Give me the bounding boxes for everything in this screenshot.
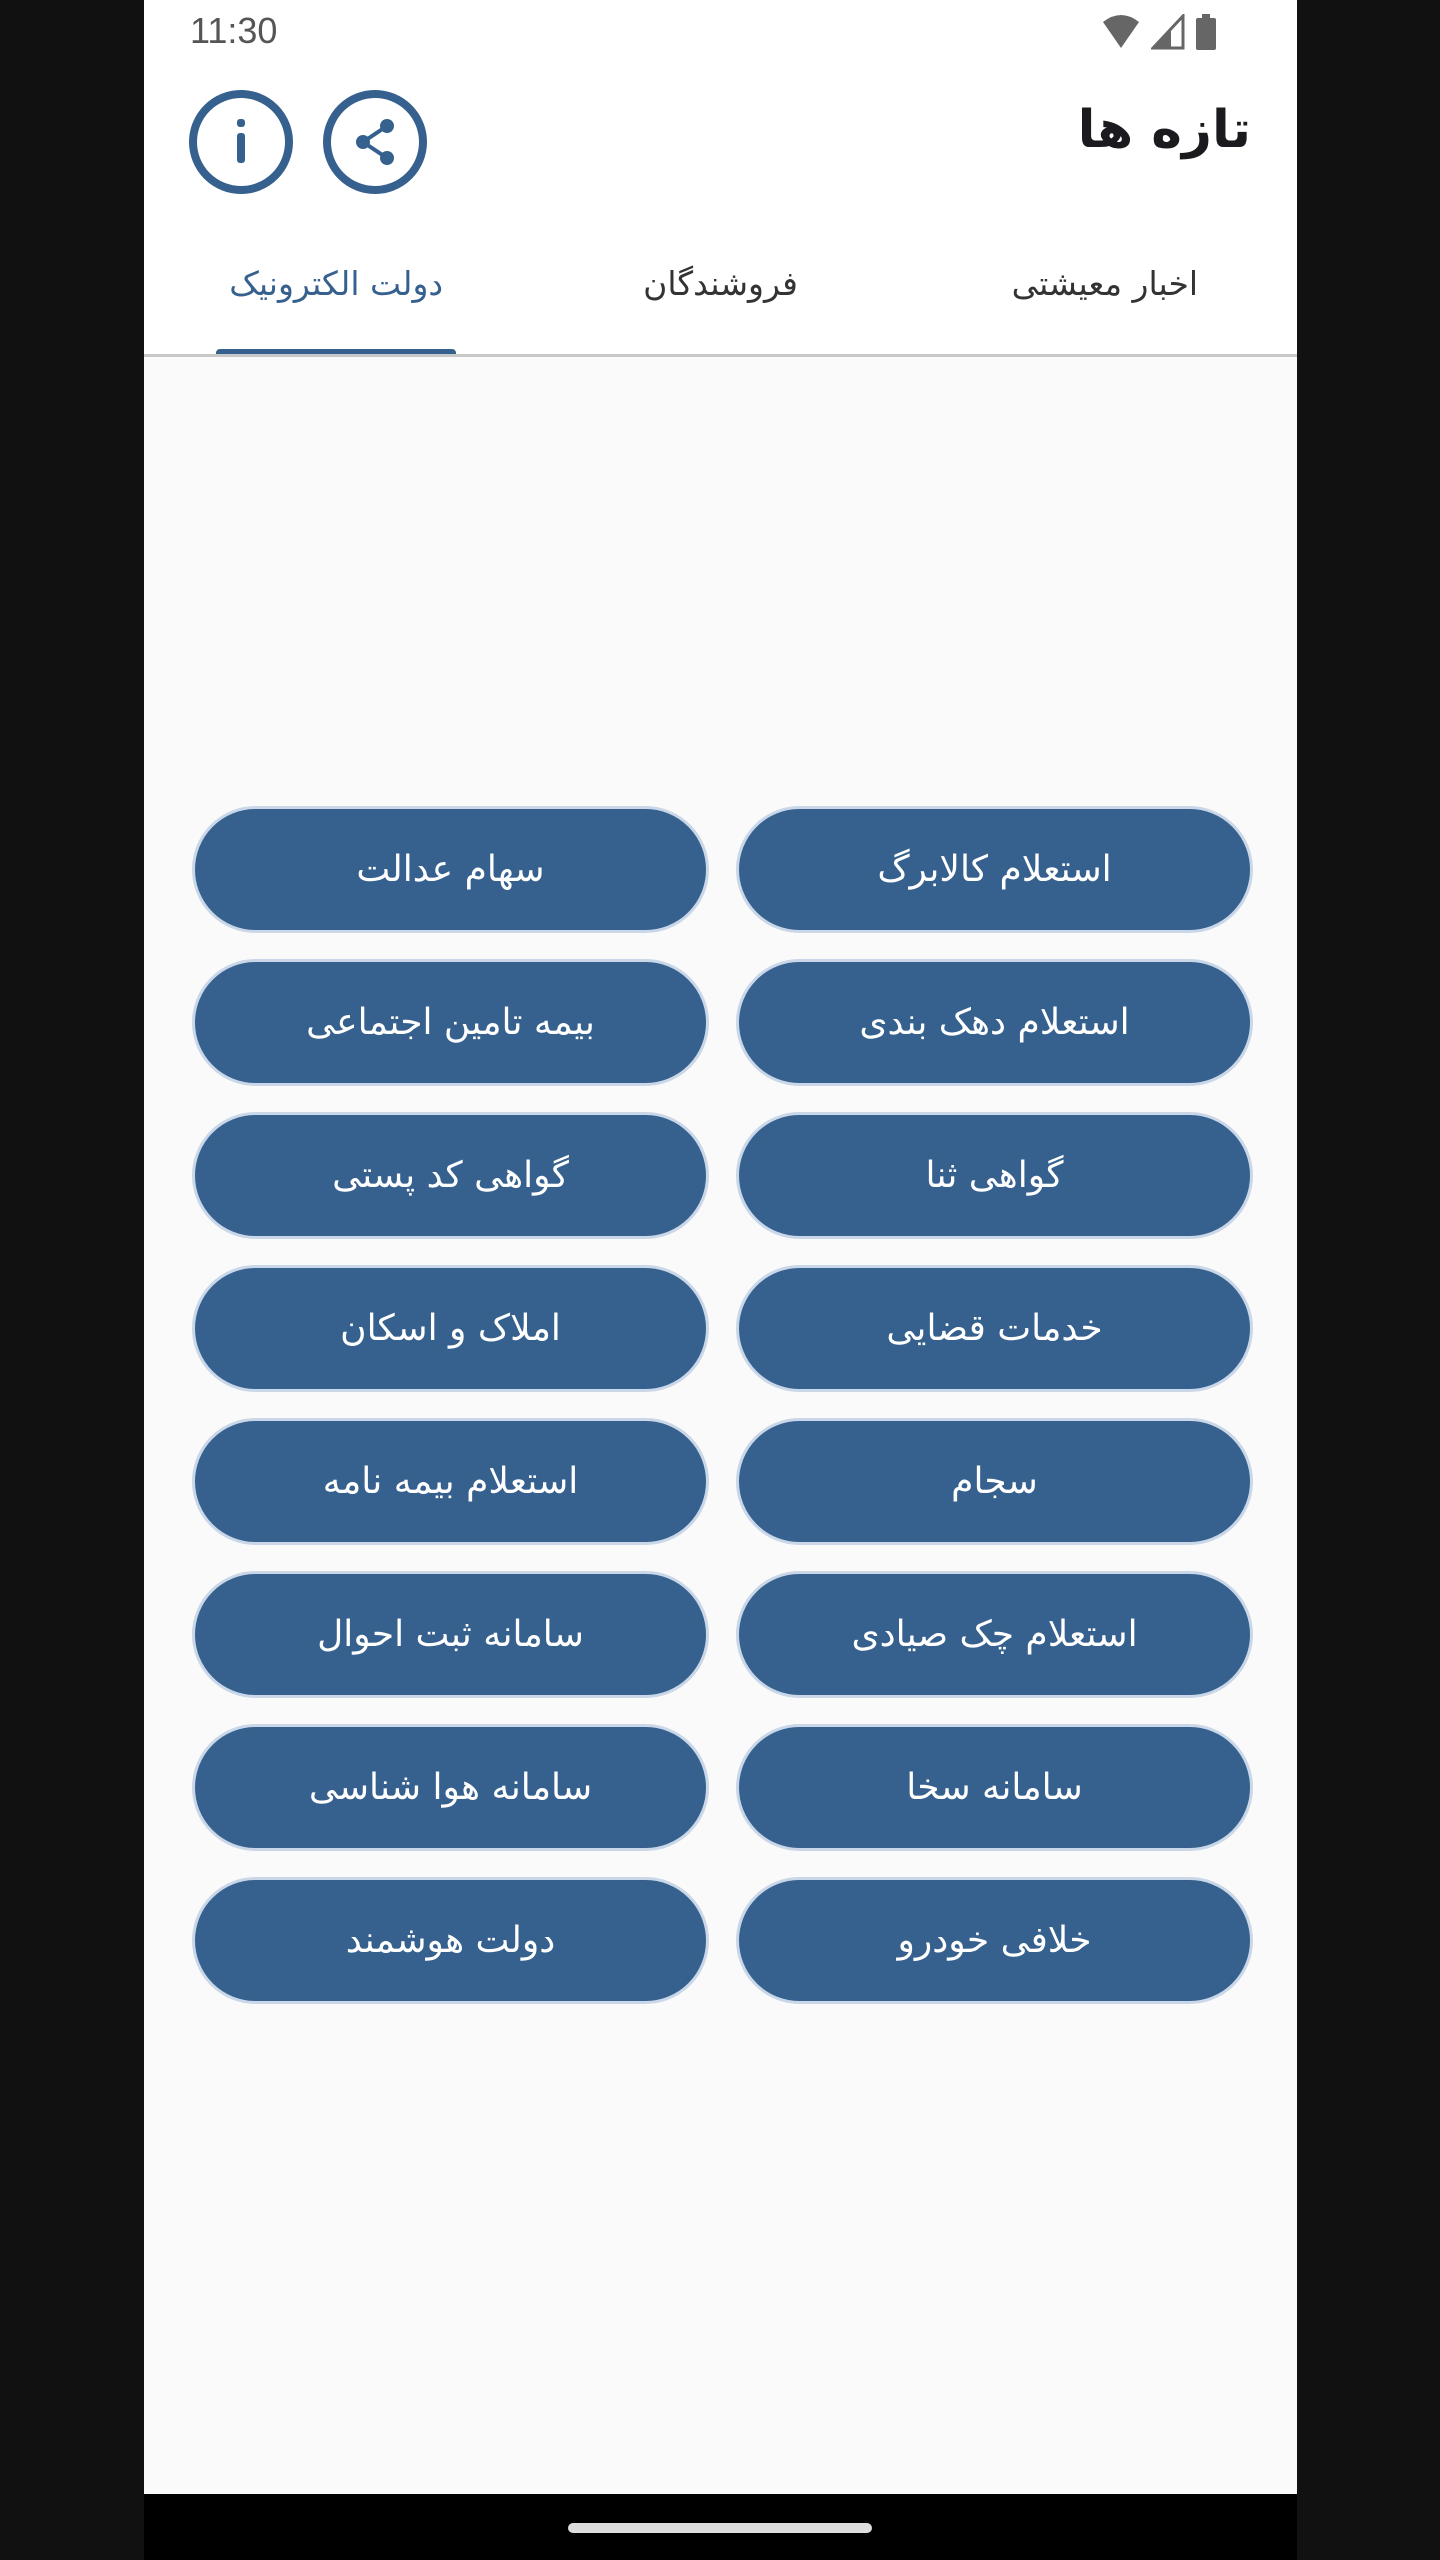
tab-e-government[interactable] (144, 236, 528, 356)
status-time: 11:30 (190, 10, 278, 51)
service-button[interactable]: بیمه تامین اجتماعی (192, 959, 709, 1086)
app-screen (144, 0, 1297, 2494)
service-button[interactable]: سامانه سخا (736, 1724, 1253, 1851)
service-button[interactable]: سهام عدالت (192, 806, 709, 933)
home-handle[interactable] (568, 2523, 872, 2533)
share-icon (353, 117, 397, 167)
service-button[interactable]: استعلام چک صیادی (736, 1571, 1253, 1698)
service-button[interactable]: خدمات قضایی (736, 1265, 1253, 1392)
page-title: تازه ها (1077, 100, 1251, 160)
navigation-bar (144, 2494, 1297, 2560)
service-button[interactable]: استعلام دهک بندی (736, 959, 1253, 1086)
tab-sellers[interactable] (528, 236, 912, 356)
service-button[interactable]: استعلام بیمه نامه (192, 1418, 709, 1545)
service-button[interactable]: املاک و اسکان (192, 1265, 709, 1392)
tab-label: دولت الکترونیک (229, 264, 444, 303)
service-button[interactable]: خلافی خودرو (736, 1877, 1253, 2004)
service-button[interactable]: دولت هوشمند (192, 1877, 709, 2004)
service-button[interactable]: سامانه هوا شناسی (192, 1724, 709, 1851)
service-button[interactable]: سامانه ثبت احوال (192, 1571, 709, 1698)
wifi-icon (1101, 14, 1141, 50)
service-button[interactable]: گواهی کد پستی (192, 1112, 709, 1239)
services-grid (190, 806, 1253, 2004)
tab-label: فروشندگان (643, 264, 798, 303)
service-button[interactable]: سجام (736, 1418, 1253, 1545)
share-button[interactable] (323, 90, 427, 194)
service-button[interactable]: استعلام کالابرگ (736, 806, 1253, 933)
tab-bar (144, 236, 1297, 356)
signal-icon (1151, 14, 1185, 50)
info-icon (231, 117, 251, 167)
tab-label: اخبار معیشتی (1011, 264, 1199, 303)
info-button[interactable] (189, 90, 293, 194)
tab-livelihood-news[interactable] (913, 236, 1297, 356)
service-button[interactable]: گواهی ثنا (736, 1112, 1253, 1239)
tab-divider (144, 354, 1297, 357)
app-bar (144, 0, 1297, 356)
status-icons (1101, 14, 1217, 50)
battery-icon (1195, 14, 1217, 50)
